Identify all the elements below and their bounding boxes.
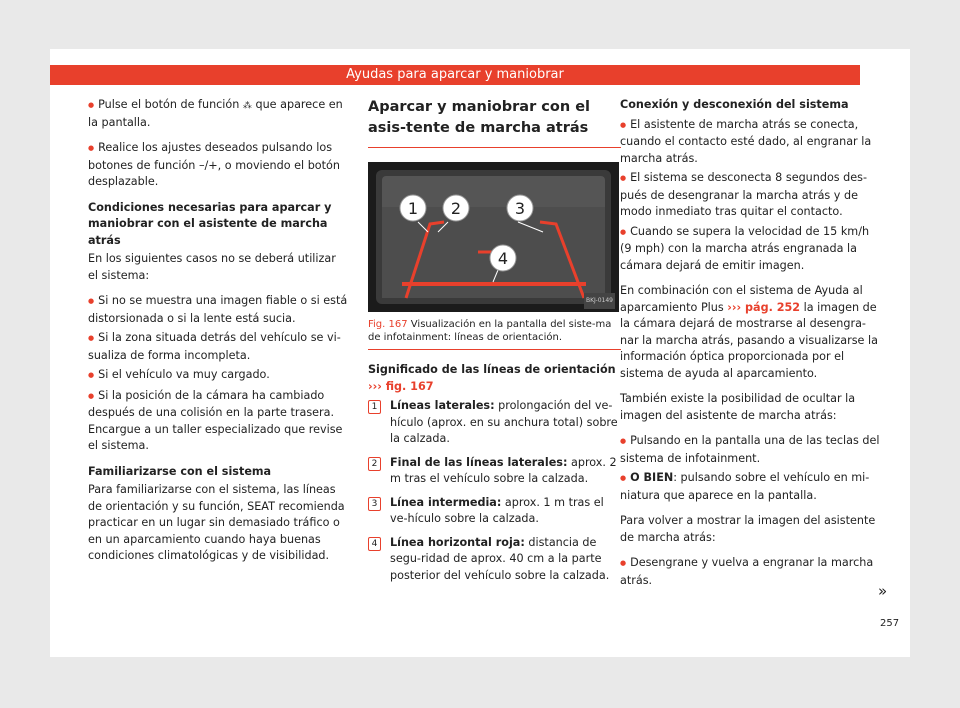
callout-4: [490, 245, 516, 271]
manual-page: [50, 49, 910, 657]
heading-connection: Conexión y desconexión del sistema: [620, 98, 849, 111]
column-left: [88, 97, 348, 574]
bullet-speed: ● Cuando se supera la velocidad de 15 km/h (9 mph) con la marcha atrás engranada la cámara dejará de emitir imagen.: [620, 224, 882, 275]
list-item: 2 Final de las líneas laterales: aprox. 2 m tras el vehículo sobre la calzada.: [368, 455, 621, 488]
paragraph-show-again: Para volver a mostrar la imagen del asistente de marcha atrás:: [620, 514, 876, 544]
heading-familiarize: Familiarizarse con el sistema: [88, 464, 272, 478]
svg-text:4: 4: [497, 249, 509, 268]
callout-3: [507, 195, 533, 221]
paragraph-hide: También existe la posibilidad de ocultar la imagen del asistente de marcha atrás:: [620, 392, 856, 422]
bullet-loaded: ● Si el vehículo va muy cargado.: [88, 367, 348, 385]
settings-dots-icon: ⁂: [242, 101, 252, 111]
figure-camera-view: [368, 162, 619, 312]
bullet-or: ● O BIEN: pulsando sobre el vehículo en mi-niatura que aparece en la pantalla.: [620, 470, 882, 504]
list-item: 1 Líneas laterales: prolongación del ve-hículo (aprox. en su anchura total) sobre la calzada.: [368, 398, 621, 448]
callout-2: [443, 195, 469, 221]
page-number: 257: [880, 618, 900, 629]
paragraph-cases: En los siguientes casos no se deberá utilizar el sistema:: [88, 252, 336, 282]
section-title: Aparcar y maniobrar con el asis-tente de marcha atrás: [368, 97, 621, 148]
heading-conditions: Condiciones necesarias para aparcar y maniobrar con el asistente de marcha atrás: [88, 200, 332, 247]
svg-text:2: 2: [450, 199, 462, 218]
section-header: Ayudas para aparcar y maniobrar: [50, 65, 860, 85]
bullet-camera: ● Si la posición de la cámara ha cambiado después de una colisión en la parte trasera. Encargue a un taller especializado que revise el sistema.: [88, 388, 348, 455]
column-middle: [368, 97, 621, 591]
paragraph-familiarize: Para familiarizarse con el sistema, las líneas de orientación y su función, SEAT recomienda practicar en un lugar sin demasiado tráfico o en un aparcamiento cuando haya buenas condiciones climatológicas y de visibilidad.: [88, 483, 345, 562]
svg-text:1: 1: [407, 199, 419, 218]
callout-1: [400, 195, 426, 221]
figure-caption: Fig. 167 Visualización en la pantalla del siste-ma de infotainment: líneas de orientación.: [368, 312, 621, 350]
svg-text:3: 3: [514, 199, 526, 218]
bullet-disconnect: ● El sistema se desconecta 8 segundos des-pués de desengranar la marcha atrás y de modo inmediato tras quitar el contacto.: [620, 170, 882, 221]
list-item: 3 Línea intermedia: aprox. 1 m tras el ve-hículo sobre la calzada.: [368, 495, 621, 528]
bullet-press-key: ● Pulsando en la pantalla una de las teclas del sistema de infotainment.: [620, 433, 882, 467]
bullet-adjust: ● Realice los ajustes deseados pulsando los botones de función –/+, o moviendo el botón desplazable.: [88, 140, 348, 191]
column-right: [620, 97, 882, 598]
list-item: 4 Línea horizontal roja: distancia de segu-ridad de aprox. 40 cm a la parte posterior del vehículo sobre la calzada.: [368, 535, 621, 585]
bullet-image: ● Si no se muestra una imagen fiable o si está distorsionada o si la lente está sucia.: [88, 293, 348, 327]
orientation-lines-illustration: [368, 162, 619, 312]
bullet-reengage: ● Desengrane y vuelva a engranar la marcha atrás.: [620, 555, 882, 589]
bullet-function-button: ● Pulse el botón de función ⁂ que aparece en la pantalla.: [88, 97, 348, 131]
bullet-zone: ● Si la zona situada detrás del vehículo se vi-sualiza de forma incompleta.: [88, 330, 348, 364]
continue-arrow: »: [878, 582, 888, 600]
bullet-connect: ● El asistente de marcha atrás se conecta, cuando el contacto esté dado, al engranar la marcha atrás.: [620, 117, 882, 168]
figure-code: BKJ-0149: [584, 293, 615, 310]
paragraph-plus: En combinación con el sistema de Ayuda al aparcamiento Plus ››› pág. 252 la imagen de la cámara dejará de mostrarse al desengra-nar la marcha atrás, pasando a visualizarse la información óptica proporcionada por el sistema de ayuda al aparcamiento.: [620, 284, 878, 380]
heading-meaning: Significado de las líneas de orientación ››› fig. 167: [368, 363, 616, 393]
